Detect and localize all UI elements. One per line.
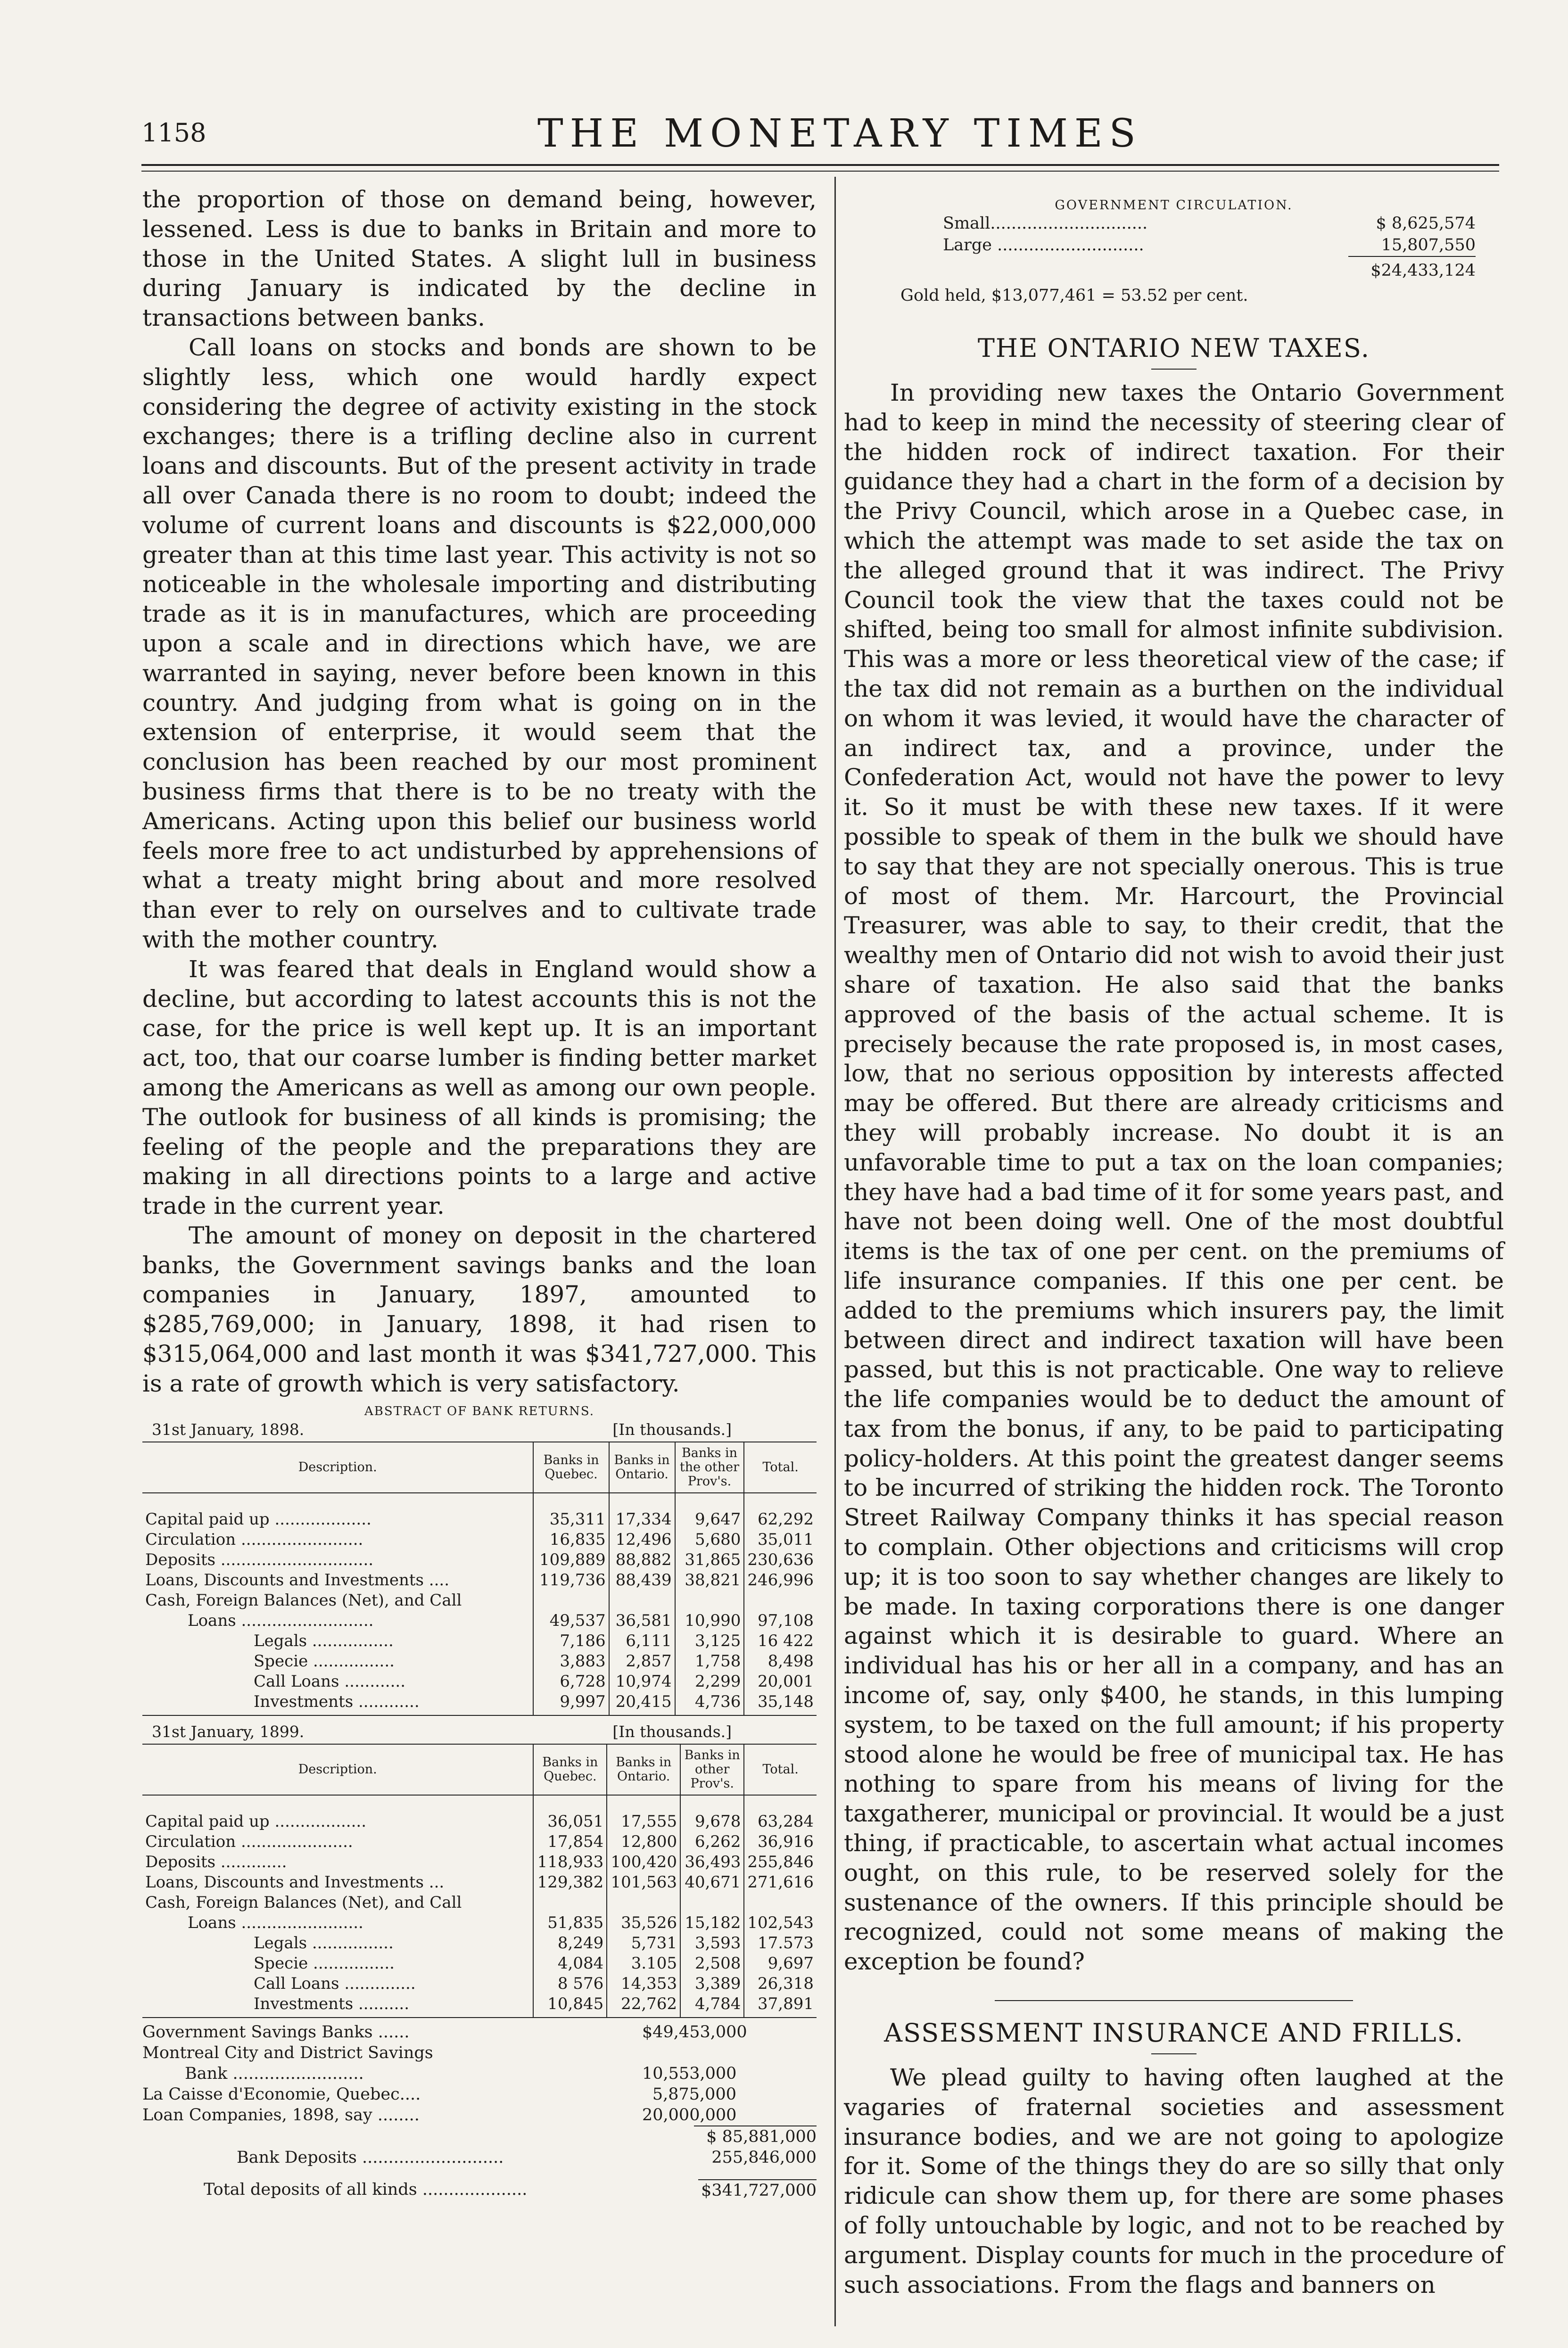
cell-value: 14,353 [607, 1974, 680, 1994]
cell-value: 88,439 [609, 1570, 675, 1590]
cell-value: 97,108 [744, 1611, 817, 1631]
article-end-rule [995, 2000, 1353, 2001]
cell-value: 1,758 [675, 1651, 744, 1672]
journal-title: THE MONETARY TIMES [537, 111, 1142, 156]
cell-value [607, 1893, 680, 1913]
cell-value: 8,249 [533, 1933, 607, 1953]
cell-value: 17,334 [609, 1509, 675, 1530]
column-header: Banks in the other Prov's. [675, 1442, 744, 1493]
row-label: Legals ................ [254, 1631, 394, 1650]
cell-value: 3,125 [675, 1631, 744, 1651]
column-header: Total. [744, 1744, 817, 1795]
cell-value: 6,728 [533, 1672, 609, 1692]
table-date: 31st January, 1898. [152, 1420, 305, 1439]
cell-value: 20,001 [744, 1672, 817, 1692]
column-header: Banks in other Prov's. [680, 1744, 744, 1795]
table-row [142, 1651, 817, 1672]
cell-value: 3,883 [533, 1651, 609, 1672]
paragraph: It was feared that deals in England would show a decline, but according to latest accounts this is not the case, for the price is well kept up. It is an important act, too, that our coarse lumber is finding better market among the Americans as well as among our own people. The outlook for business of all kinds is promising; the feeling of the people and the preparations they are making in all directions points to a large and active trade in the current year. [142, 955, 817, 1220]
cell-value: 5,680 [675, 1530, 744, 1550]
circulation-large-row: Large ............................ 15,807,550 [943, 236, 1476, 255]
cell-value: 40,671 [680, 1872, 744, 1893]
row-label: Legals ................ [254, 1933, 394, 1953]
cell-value: 12,800 [607, 1832, 680, 1852]
cell-value: 38,821 [675, 1570, 744, 1590]
deposit-item: La Caisse d'Economie, Quebec.... 5,875,000 [142, 2084, 736, 2104]
section-rule [1151, 369, 1197, 370]
paragraph: the proportion of those on demand being, however, lessened. Less is due to banks in Britain and more to those in the United States. A slight lull in business during January is indicated by the decline in transactions between banks. [142, 186, 817, 332]
cell-value: 35,526 [607, 1913, 680, 1933]
table-row [142, 1590, 817, 1611]
cell-value: 9,647 [675, 1509, 744, 1530]
row-label: Specie ................ [254, 1651, 395, 1671]
row-label: Investments ............ [142, 1692, 533, 1715]
cell-value: 3,389 [680, 1974, 744, 1994]
cell-value: 6,262 [680, 1832, 744, 1852]
row-label: Cash, Foreign Balances (Net), and Call [145, 1590, 462, 1610]
row-label: Loans ........................ [188, 1913, 363, 1932]
row-label: Capital paid up ................... [145, 1509, 371, 1529]
cell-value: 2,508 [680, 1953, 744, 1974]
right-column [844, 185, 1504, 2299]
table-caption: ABSTRACT OF BANK RETURNS. [364, 1404, 595, 1418]
cell-value: 3.105 [607, 1953, 680, 1974]
table-row [142, 1872, 817, 1893]
table-row [142, 1953, 817, 1974]
cell-value [533, 1590, 609, 1611]
cell-value: 35,011 [744, 1530, 817, 1550]
cell-value: 4,784 [680, 1994, 744, 2018]
cell-value: 246,996 [744, 1570, 817, 1590]
column-header: Total. [744, 1442, 817, 1493]
row-label: Specie ................ [254, 1953, 395, 1973]
cell-value: 16 422 [744, 1631, 817, 1651]
row-label: Deposits ............. [145, 1852, 287, 1871]
cell-value: 17.573 [744, 1933, 817, 1953]
cell-value: 5,731 [607, 1933, 680, 1953]
cell-value: 4,084 [533, 1953, 607, 1974]
cell-value: 26,318 [744, 1974, 817, 1994]
cell-value: 10,974 [609, 1672, 675, 1692]
paragraph: Call loans on stocks and bonds are shown to be slightly less, which one would hardly expect considering the degree of activity existing in the stock exchanges; there is a trifling decline also in current loans and discounts. But of the present activity in trade all over Canada there is no room to doubt; indeed the volume of current loans and discounts is $22,000,000 greater than at this time last year. This activity is not so noticeable in the wholesale importing and distributing trade as it is in manufactures, which are proceeding upon a scale and in directions which have, we are warranted in saying, never before been known in this country. And judging from what is going on in the extension of enterprise, it would seem that the conclusion has been reached by our most prominent business firms that there is to be no treaty with the Americans. Acting upon this belief our business world feels more free to act undisturbed by apprehensions of what a treaty might bring about and more resolved than ever to rely on ourselves and to cultivate trade with the mother country. [142, 333, 817, 953]
deposits-subtotal: $ 85,881,000 [142, 2126, 817, 2147]
table-date-line [142, 1722, 817, 1744]
row-label: Call Loans .............. [254, 1974, 416, 1993]
table-date: 31st January, 1899. [152, 1722, 305, 1741]
left-column [142, 185, 817, 2201]
cell-value [680, 1893, 744, 1913]
table-row [142, 1672, 817, 1692]
column-header: Banks in Quebec. [533, 1744, 607, 1795]
cell-value: 3,593 [680, 1933, 744, 1953]
gold-held-line: Gold held, $13,077,461 = 53.52 per cent. [900, 286, 1248, 305]
total-deposits-row: Total deposits of all kinds .................... $341,727,000 [204, 2180, 817, 2200]
header-rule-thin [141, 171, 1499, 172]
cell-value: 271,616 [744, 1872, 817, 1893]
row-label: Loans, Discounts and Investments .... [145, 1570, 450, 1590]
table-row [142, 1692, 817, 1715]
cell-value: 12,496 [609, 1530, 675, 1550]
cell-value: 7,186 [533, 1631, 609, 1651]
cell-value: 36,051 [533, 1812, 607, 1832]
circulation-total-row: $24,433,124 [844, 256, 1504, 281]
cell-value: 9,678 [680, 1812, 744, 1832]
table-row [142, 1974, 817, 1994]
cell-value: 102,543 [744, 1913, 817, 1933]
unit-note: [In thousands.] [612, 1722, 732, 1741]
cell-value [744, 1893, 817, 1913]
unit-note: [In thousands.] [612, 1420, 732, 1439]
table-row [142, 1832, 817, 1852]
table-row [142, 1994, 817, 2018]
table-row [142, 1812, 817, 1832]
table-row [142, 1611, 817, 1631]
row-label: Loans, Discounts and Investments ... [145, 1872, 445, 1892]
column-header: Banks in Quebec. [533, 1442, 609, 1493]
column-header: Banks in Ontario. [609, 1442, 675, 1493]
cell-value: 22,762 [607, 1994, 680, 2018]
cell-value [609, 1590, 675, 1611]
cell-value: 35,148 [744, 1692, 817, 1715]
table-row [142, 1933, 817, 1953]
cell-value: 109,889 [533, 1550, 609, 1570]
bank-deposits-row: Bank Deposits ........................... 255,846,000 [237, 2148, 817, 2167]
deposit-item: Bank ......................... 10,553,000 [185, 2064, 737, 2083]
cell-value: 15,182 [680, 1913, 744, 1933]
cell-value: 9,697 [744, 1953, 817, 1974]
cell-value: 119,736 [533, 1570, 609, 1590]
table-row [142, 1631, 817, 1651]
column-header: Description. [142, 1442, 533, 1493]
bank-returns-table-1898 [142, 1442, 817, 1716]
cell-value: 6,111 [609, 1631, 675, 1651]
cell-value: 37,891 [744, 1994, 817, 2018]
cell-value: 2,857 [609, 1651, 675, 1672]
cell-value: 255,846 [744, 1852, 817, 1872]
article-body-ontario-taxes: In providing new taxes the Ontario Government had to keep in mind the necessity of steering clear of the hidden rock of indirect taxation. For their guidance they had a chart in the form of a decision by the Privy Council, which arose in a Quebec case, in which the attempt was made to set aside the tax on the alleged ground that it was indirect. The Privy Council took the view that the taxes could not be shifted, being too small for almost infinite subdivision. This was a more or less theoretical view of the case; if the tax did not remain as a burthen on the individual on whom it was levied, it would have the character of an indirect tax, and a province, under the Confederation Act, would not have the power to levy it. So it must be with these new taxes. If it were possible to speak of them in the bulk we should have to say that they are not specially onerous. This is true of most of them. Mr. Harcourt, the Provincial Treasurer, was able to say, to their credit, that the wealthy men of Ontario did not wish to avoid their just share of taxation. He also said that the banks approved of the basis of the actual scheme. It is precisely because the rate proposed is, in most cases, low, that no serious opposition by interests affected may be offered. But there are already criticisms and they will probably increase. No doubt it is an unfavorable time to put a tax on the loan companies; they have had a bad time of it for some years past, and have not been doing well. One of the most doubtful items is the tax of one per cent. on the premiums of life insurance companies. If this one per cent. be added to the premiums which insurers pay, the limit between direct and indirect taxation will have been passed, but this is not practicable. One way to relieve the life companies would be to deduct the amount of tax from the bonus, if any, to be paid to participating policy-holders. At this point the greatest danger seems to be incurred of striking the hidden rock. The Toronto Street Railway Company thinks it has special reason to complain. Other objections and criticisms will crop up; it is too soon to say whether changes are likely to be made. In taxing corporations there is one danger against which it is desirable to guard. Where an individual has his or her all in a company, and has an income of, say, only $400, he stands, in this lumping system, to be taxed on the full amount; if his property stood alone he would be free of municipal tax. He has nothing to spare from his means of living for the taxgatherer, municipal or provincial. It would be a just thing, if practicable, to ascertain what actual incomes ought, on this rule, to be reserved solely for the sustenance of the owners. If this principle should be recognized, could not some means of making the exception be found? [844, 379, 1504, 1976]
cell-value: 4,736 [675, 1692, 744, 1715]
cell-value: 2,299 [675, 1672, 744, 1692]
cell-value: 31,865 [675, 1550, 744, 1570]
cell-value [744, 1590, 817, 1611]
row-label: Loans .......................... [188, 1611, 374, 1630]
table-date-line [142, 1420, 817, 1442]
cell-value: 36,581 [609, 1611, 675, 1631]
government-circulation-title: GOVERNMENT CIRCULATION. [1055, 198, 1293, 213]
row-label: Call Loans ............ [254, 1672, 406, 1691]
bank-returns-table-1899 [142, 1744, 817, 2018]
deposits-summary [142, 2022, 817, 2201]
cell-value: 8 576 [533, 1974, 607, 1994]
column-divider [834, 177, 836, 2326]
cell-value: 129,382 [533, 1872, 607, 1893]
table-row [142, 1852, 817, 1872]
cell-value: 17,555 [607, 1812, 680, 1832]
cell-value: 17,854 [533, 1832, 607, 1852]
cell-value: 51,835 [533, 1913, 607, 1933]
cell-value: 49,537 [533, 1611, 609, 1631]
cell-value: 36,916 [744, 1832, 817, 1852]
cell-value: 62,292 [744, 1509, 817, 1530]
row-label: Circulation ...................... [145, 1832, 353, 1851]
cell-value [533, 1893, 607, 1913]
row-label: Cash, Foreign Balances (Net), and Call [145, 1893, 462, 1912]
table-row [142, 1550, 817, 1570]
deposit-item: Loan Companies, 1898, say ........ 20,000,000 [142, 2105, 737, 2125]
row-label: Investments .......... [142, 1994, 533, 2018]
column-header: Banks in Ontario. [607, 1744, 680, 1795]
table-row [142, 1509, 817, 1530]
cell-value: 10,845 [533, 1994, 607, 2018]
cell-value: 35,311 [533, 1509, 609, 1530]
cell-value: 118,933 [533, 1852, 607, 1872]
table-row [142, 1913, 817, 1933]
cell-value: 10,990 [675, 1611, 744, 1631]
cell-value [675, 1590, 744, 1611]
row-label: Deposits .............................. [145, 1550, 374, 1569]
cell-value: 16,835 [533, 1530, 609, 1550]
deposit-item: Government Savings Banks ...... $49,453,000 [142, 2022, 747, 2042]
cell-value: 101,563 [607, 1872, 680, 1893]
row-label: Capital paid up .................. [145, 1812, 367, 1831]
column-header: Description. [142, 1744, 533, 1795]
cell-value: 100,420 [607, 1852, 680, 1872]
section-title-assessment-insurance: ASSESSMENT INSURANCE AND FRILLS. [884, 2018, 1464, 2048]
table-row [142, 1570, 817, 1590]
deposit-item: Montreal City and District Savings [142, 2043, 433, 2062]
row-label: Circulation ........................ [145, 1530, 363, 1549]
cell-value: 63,284 [744, 1812, 817, 1832]
cell-value: 8,498 [744, 1651, 817, 1672]
table-row [142, 1893, 817, 1913]
section-title-ontario-taxes: THE ONTARIO NEW TAXES. [977, 333, 1370, 363]
table-row [142, 1530, 817, 1550]
cell-value: 36,493 [680, 1852, 744, 1872]
article-body-assessment-insurance: We plead guilty to having often laughed at the vagaries of fraternal societies and assessment insurance bodies, and we are not going to apologize for it. Some of the things they do are so silly that only ridicule can show them up, for there are some phases of folly untouchable by logic, and not to be reached by argument. Display counts for much in the procedure of such associations. From the flags and banners on [844, 2064, 1504, 2299]
page-number: 1158 [141, 118, 206, 148]
cell-value: 230,636 [744, 1550, 817, 1570]
header-rule [141, 164, 1499, 166]
circulation-small-row: Small.............................. $ 8,625,574 [943, 214, 1476, 233]
section-rule [1151, 2053, 1197, 2054]
cell-value: 20,415 [609, 1692, 675, 1715]
cell-value: 9,997 [533, 1692, 609, 1715]
paragraph: The amount of money on deposit in the chartered banks, the Government savings banks and the loan companies in January, 1897, amounted to $285,769,000; in January, 1898, it had risen to $315,064,000 and last month it was $341,727,000. This is a rate of growth which is very satisfactory. [142, 1221, 817, 1397]
cell-value: 88,882 [609, 1550, 675, 1570]
